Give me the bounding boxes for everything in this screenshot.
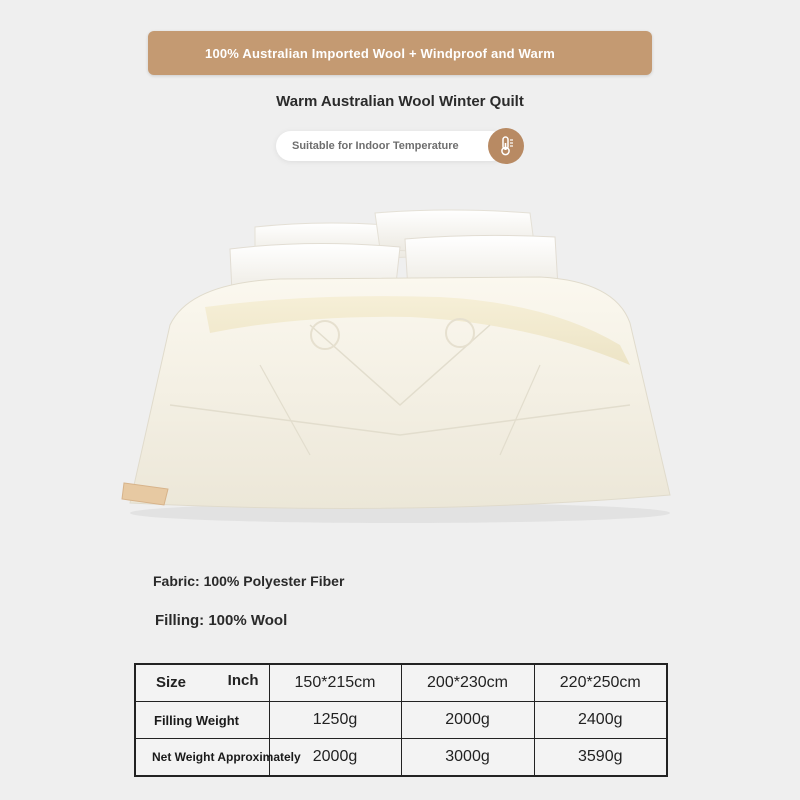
table-cell: 200*230cm [401, 664, 534, 702]
promo-banner-text: 100% Australian Imported Wool + Windproof and Warm [205, 45, 555, 61]
table-cell: 2000g [401, 702, 534, 739]
size-table [134, 663, 668, 777]
promo-banner [148, 31, 652, 75]
product-image-quilt [110, 205, 690, 525]
fabric-spec: Fabric: 100% Polyester Fiber [153, 573, 345, 589]
table-header-row [135, 664, 667, 702]
size-unit-header [135, 664, 269, 702]
table-row [135, 739, 667, 777]
thermometer-icon [488, 128, 524, 164]
product-title: Warm Australian Wool Winter Quilt [276, 93, 524, 110]
table-cell: 2000g [269, 739, 401, 777]
unit-header-label: Inch [227, 672, 259, 689]
row-label: Filling Weight [135, 702, 269, 739]
temperature-badge-label: Suitable for Indoor Temperature [292, 140, 459, 152]
size-header-label: Size [156, 674, 187, 691]
table-cell: 150*215cm [269, 664, 401, 702]
table-cell: 3590g [534, 739, 667, 777]
filling-spec: Filling: 100% Wool [155, 612, 288, 629]
table-cell: 220*250cm [534, 664, 667, 702]
table-row [135, 702, 667, 739]
table-cell: 1250g [269, 702, 401, 739]
table-cell: 2400g [534, 702, 667, 739]
table-cell: 3000g [401, 739, 534, 777]
temperature-badge [276, 131, 506, 161]
row-label: Net Weight Approximately [135, 739, 269, 777]
